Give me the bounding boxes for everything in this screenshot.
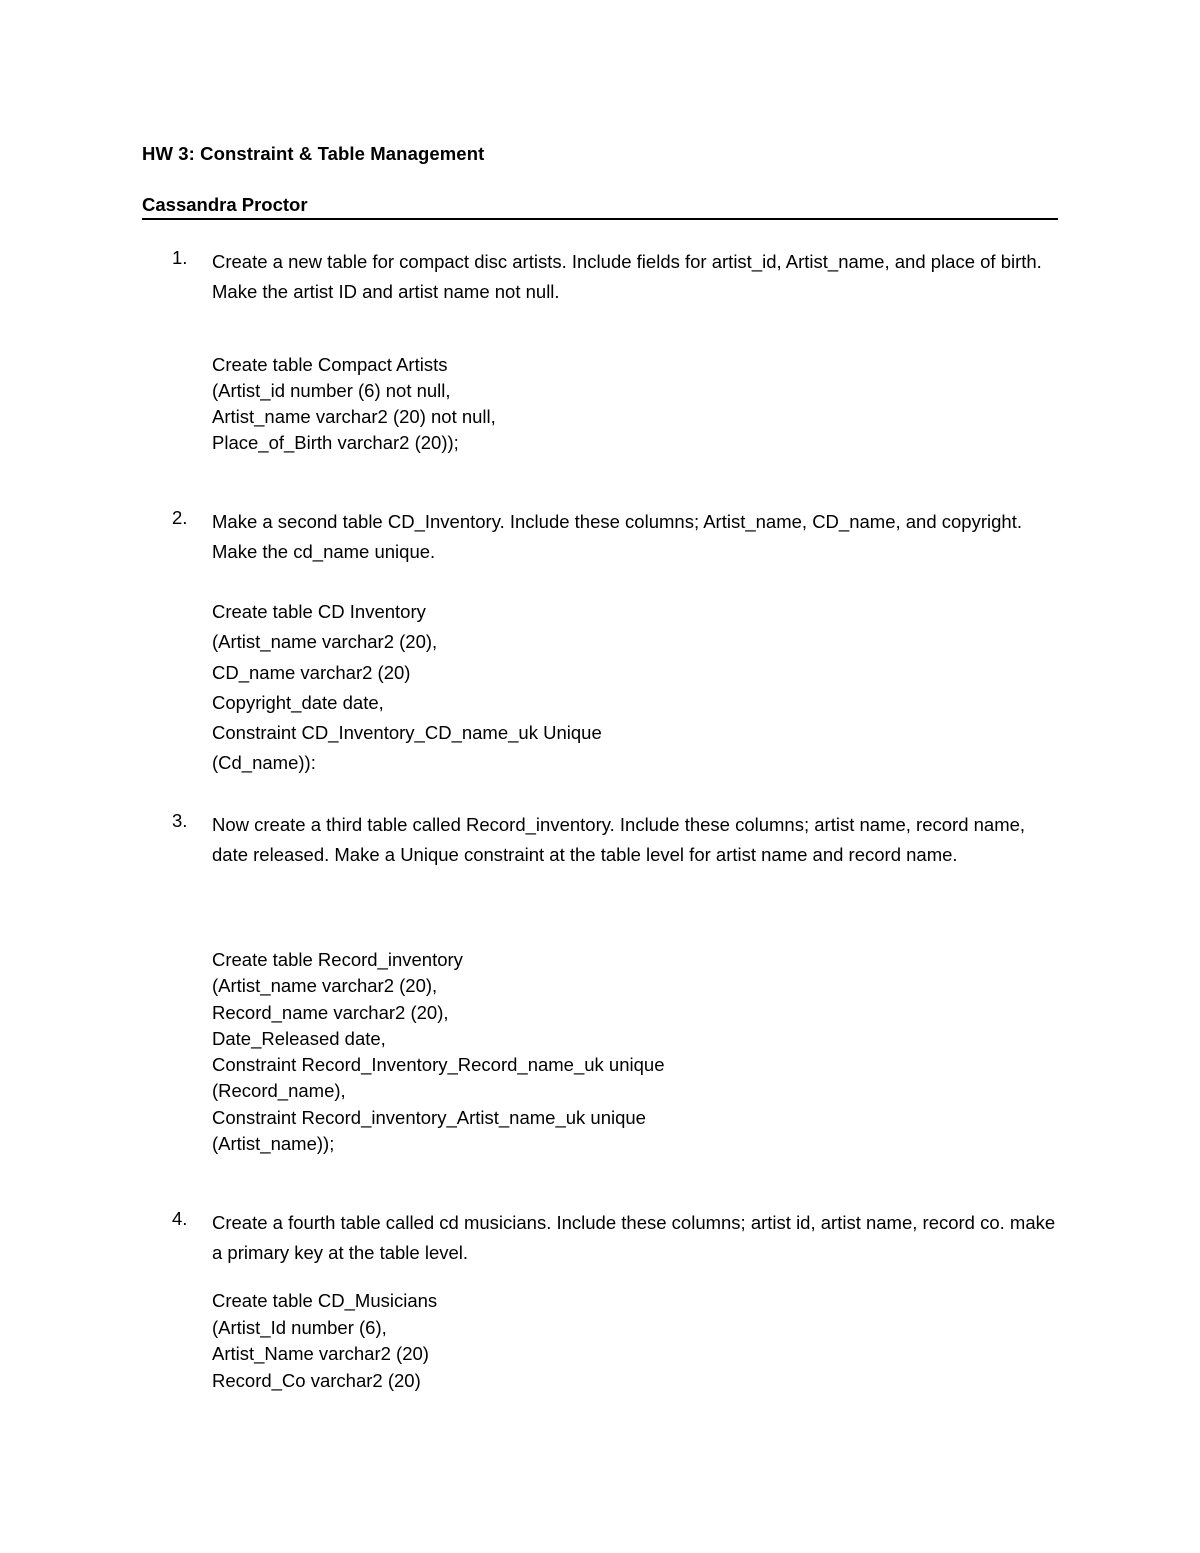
code-line: (Artist_id number (6) not null, — [212, 380, 451, 401]
sql-code-block-1 — [212, 352, 496, 456]
code-line: Artist_name varchar2 (20) not null, — [212, 406, 496, 427]
code-line: (Artist_name varchar2 (20), — [212, 631, 438, 653]
question-number: 2. — [172, 507, 188, 528]
question-text: Create a fourth table called cd musicians. Include these columns; artist id, artist name, record co. make a primary key at the table level. — [212, 1212, 1056, 1263]
code-line: Record_Co varchar2 (20) — [212, 1369, 421, 1391]
code-line: (Cd_name)): — [212, 752, 316, 774]
question-text: Create a new table for compact disc artists. Include fields for artist_id, Artist_name, and place of birth. Make the artist ID and artist name not null. — [212, 251, 1042, 302]
code-line: Create table CD Inventory — [212, 601, 426, 622]
code-line: Date_Released date, — [212, 1027, 386, 1049]
code-line: (Artist_name)); — [212, 1133, 335, 1155]
code-line: (Artist_Id number (6), — [212, 1316, 387, 1338]
header-divider — [142, 218, 1058, 220]
author-name: Cassandra Proctor — [142, 194, 308, 215]
question-text: Make a second table CD_Inventory. Include these columns; Artist_name, CD_name, and copyright. Make the cd_name unique. — [212, 511, 1022, 562]
question-number: 4. — [172, 1208, 188, 1229]
sql-code-block-2 — [212, 597, 602, 779]
sql-code-block-4 — [212, 1288, 437, 1394]
code-line: Record_name varchar2 (20), — [212, 1001, 449, 1023]
sql-code-block-3 — [212, 947, 665, 1157]
code-line: Artist_Name varchar2 (20) — [212, 1343, 429, 1364]
question-number: 1. — [172, 247, 188, 268]
code-line: Create table CD_Musicians — [212, 1290, 438, 1311]
code-line: CD_name varchar2 (20) — [212, 661, 411, 683]
code-line: Place_of_Birth varchar2 (20)); — [212, 432, 459, 453]
question-text: Now create a third table called Record_inventory. Include these columns; artist name, record name, date released. Make a Unique constraint at the table level for artist name and record name. — [212, 814, 1026, 865]
code-line: Create table Compact Artists — [212, 354, 448, 375]
question-number: 3. — [172, 810, 188, 831]
document-title: HW 3: Constraint & Table Management — [142, 143, 485, 164]
code-line: Constraint Record_Inventory_Record_name_uk unique — [212, 1054, 665, 1076]
code-line: Create table Record_inventory — [212, 949, 463, 970]
code-line: Constraint CD_Inventory_CD_name_uk Unique — [212, 722, 602, 744]
code-line: Constraint Record_inventory_Artist_name_uk unique — [212, 1106, 646, 1128]
code-line: Copyright_date date, — [212, 691, 384, 713]
code-line: (Record_name), — [212, 1080, 346, 1102]
code-line: (Artist_name varchar2 (20), — [212, 975, 438, 997]
